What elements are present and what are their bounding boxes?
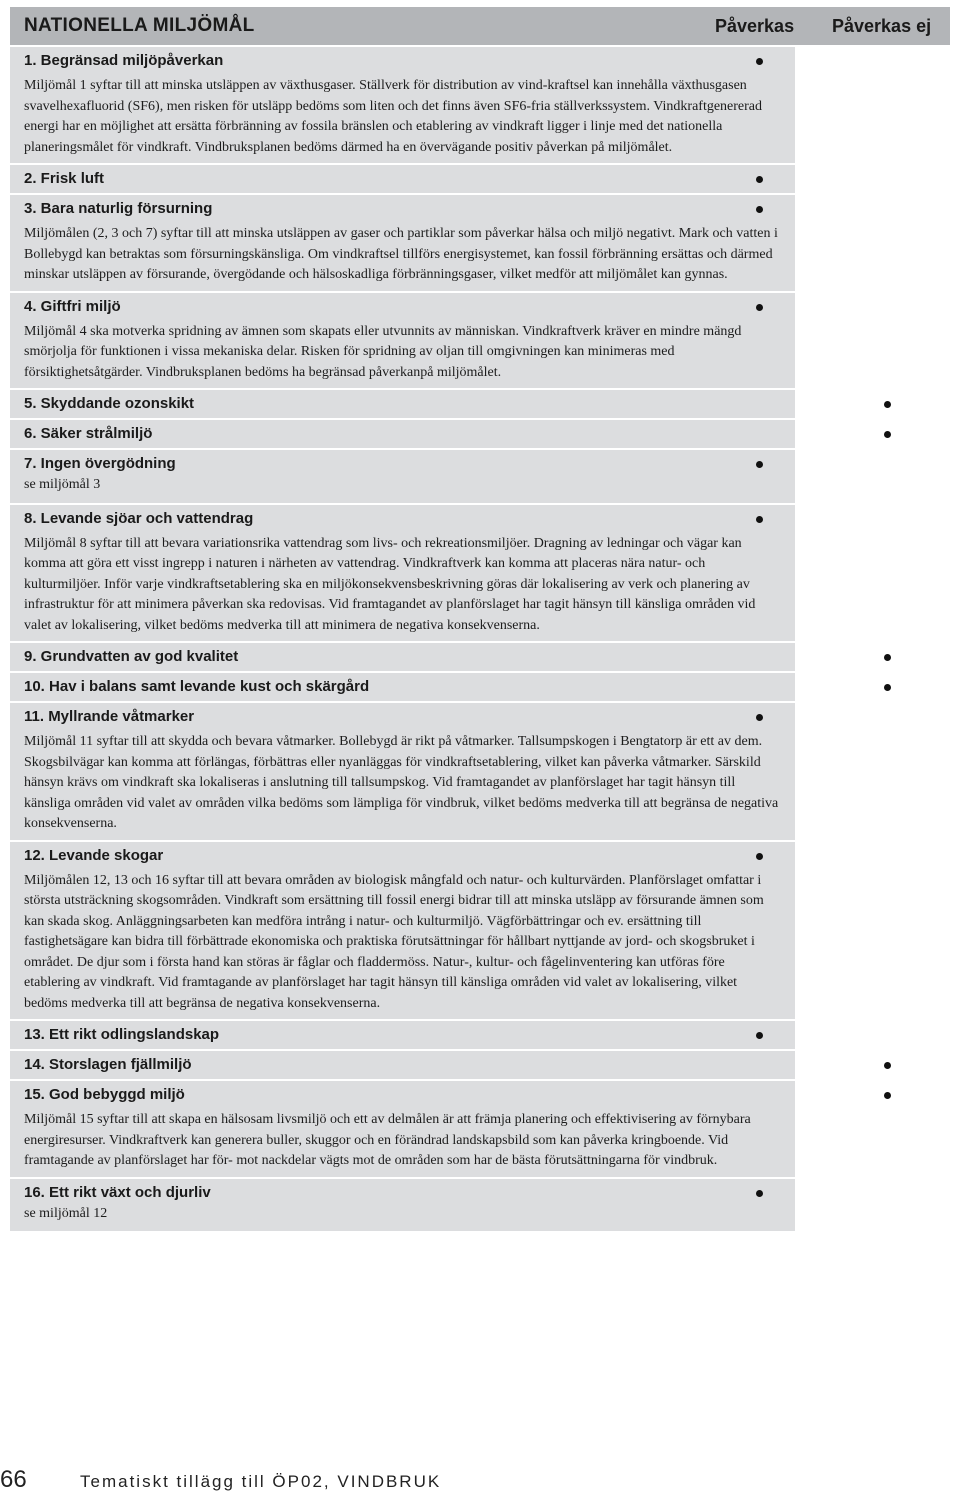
goal-cell [10, 673, 795, 701]
goal-row [10, 1021, 950, 1049]
goal-row [10, 293, 950, 389]
goal-cell [10, 703, 795, 840]
not-impacts-column-cell [805, 1179, 950, 1232]
not-impacts-column-cell [805, 1051, 950, 1079]
not-impacts-column-cell [805, 842, 950, 1020]
not-impacts-column-cell [805, 673, 950, 701]
impacts-marker [756, 516, 763, 523]
goal-description: Miljömål 15 syftar till att skapa en hälsosam livsmiljö och ett av delmålen är att främja planering och effektivisering av förnybara energiresurser. Vindkraftverk kan generera buller, skuggor och en förändrad landskapsbild som kan påverka kringboende. Vid framtagande av planförslaget har för- mot nackdelar vägts mot de områden som har de bästa förutsättningarna för vindbruk. [24, 1112, 751, 1168]
goal-cell [10, 505, 795, 642]
impacts-marker [756, 1032, 763, 1039]
goal-title: 6. Säker strålmiljö [24, 425, 153, 442]
page-footer [0, 1466, 960, 1494]
goal-row [10, 165, 950, 193]
not-impacts-marker [884, 431, 891, 438]
goal-description: Miljömålen 12, 13 och 16 syftar till att bevara områden av biologisk mångfald och natur- och kulturvärden. Planförslaget omfattar i största utsträckning skogsområden. Vindkraft som ersättning till fossil energi bidrar till att minska utsläpp av försurande ämnen som kan skada skog. Anläggningsarbeten kan medföra intrång i natur- och kulturmiljö. Vägförbättringar och ev. ersättning till fastighetsägare kan bidra till förbättrade ekonomiska och praktiska förutsättningar för hållbart nyttjande av jord- och skogsbruket i området. De djur som i första hand kan störas är fåglar och fladdermöss. Natur-, kultur- och fågelinventering kan utföras före etablering av vindkraft. Vid framtagande av planförslaget har tagit hänsyn till känsliga områden vid valet av lokalisering, vilket bedöms medverka till att begränsa de negativa konsekvenserna. [24, 872, 764, 1011]
not-impacts-column-cell [805, 505, 950, 642]
goal-title: 14. Storslagen fjällmiljö [24, 1056, 192, 1073]
not-impacts-column-cell [805, 165, 950, 193]
goal-title: 9. Grundvatten av god kvalitet [24, 648, 239, 665]
goal-title: 7. Ingen övergödning [24, 455, 176, 472]
not-impacts-column-cell [805, 390, 950, 418]
goal-title: 12. Levande skogar [24, 846, 164, 864]
environmental-goals-table [10, 7, 950, 1231]
goal-title: 8. Levande sjöar och vattendrag [24, 509, 254, 527]
document-title: Tematiskt tillägg till ÖP02, VINDBRUK [80, 1472, 442, 1491]
goal-row [10, 47, 950, 163]
goal-title: 4. Giftfri miljö [24, 297, 121, 315]
impacts-marker [756, 461, 763, 468]
goal-cell [10, 1051, 795, 1079]
page-number: 66 [0, 1466, 27, 1493]
goal-row [10, 1081, 950, 1177]
not-impacts-column-cell [805, 195, 950, 291]
not-impacts-marker [884, 1092, 891, 1099]
not-impacts-marker [884, 684, 891, 691]
not-impacts-column-cell [805, 293, 950, 389]
goal-row [10, 420, 950, 448]
goal-cell [10, 293, 795, 389]
not-impacts-column-cell [805, 1081, 950, 1177]
goal-cell [10, 643, 795, 671]
goal-title: 16. Ett rikt växt och djurliv [24, 1183, 211, 1201]
goal-title: 10. Hav i balans samt levande kust och skärgård [24, 678, 370, 695]
goal-description: Miljömål 4 ska motverka spridning av ämnen som skapats eller utvunnits av människan. Vindkraftverk kräver en mindre mängd smörjolja för funktionen i vissa mekaniska delar. Risken för spridning av oljan till omgivningen kan minimeras med försiktighetsåtgärder. Vindbruksplanen bedöms ha begränsad påverkanpå miljömålet. [24, 323, 742, 380]
not-impacts-column-cell [805, 643, 950, 671]
goal-description: Miljömål 1 syftar till att minska utsläppen av växthusgaser. Ställverk för distribution av vind-kraftsel kan innehålla växthusgasen svavelhexafluorid (SF6), men risken för utsläpp bedöms som liten och det finns även SF6-fria ställverkssystem. Vindkraftgenererad energi har en möjlighet att ersätta förbränning av fossila bränslen och etablering av vindkraft ligger i linje med det nationella planeringsmålet för vindkraft. Vindbruksplanen bedöms därmed ha en övervägande positiv påverkan på miljömålet. [24, 78, 763, 155]
goal-description: se miljömål 12 [24, 1205, 108, 1221]
goal-title: 13. Ett rikt odlingslandskap [24, 1026, 220, 1043]
goal-title: 11. Myllrande våtmarker [24, 708, 195, 725]
goal-title: 5. Skyddande ozonskikt [24, 395, 195, 412]
goal-cell [10, 420, 795, 448]
goal-cell [10, 1179, 795, 1232]
not-impacts-marker [884, 401, 891, 408]
impacts-marker [756, 714, 763, 721]
impacts-marker [756, 1190, 763, 1197]
goal-row [10, 703, 950, 840]
goal-cell [10, 165, 795, 193]
goal-description: Miljömålen (2, 3 och 7) syftar till att minska utsläppen av gaser och partiklar som påverkar hälsa och miljö negativt. Mark och vatten i Bollebygd kan betraktas som försurningskänsliga. Om vindkraftsel tillförs energisystemet, kan fossil förbränning ersättas och därmed minskar utsläppen av försurande, övergödande och hälsoskadliga förbränningsgaser, vilket medför att miljömålet kan gynnas. [24, 226, 778, 282]
impacts-marker [756, 304, 763, 311]
goal-cell [10, 1081, 795, 1177]
table-title: NATIONELLA MILJÖMÅL [24, 15, 255, 36]
not-impacts-column-cell [805, 420, 950, 448]
not-impacts-column-cell [805, 1021, 950, 1049]
goal-cell [10, 1021, 795, 1049]
column-header-not-impacts: Påverkas ej [832, 16, 932, 36]
not-impacts-marker [884, 1062, 891, 1069]
goal-cell [10, 47, 795, 163]
not-impacts-column-cell [805, 450, 950, 503]
goal-row [10, 643, 950, 671]
goal-row [10, 390, 950, 418]
goal-row [10, 195, 950, 291]
column-header-impacts: Påverkas [715, 16, 795, 36]
goal-title: 15. God bebyggd miljö [24, 1086, 185, 1103]
impacts-marker [756, 176, 763, 183]
goal-title: 2. Frisk luft [24, 170, 105, 187]
not-impacts-column-cell [805, 703, 950, 840]
goal-description: Miljömål 11 syftar till att skydda och bevara våtmarker. Bollebygd är rikt på våtmarker. Tallsumpskogen i Bengtatorp är ett av dem. Skogsbilvägar kan komma att förlängas, förbättras eller nyanläggas för vindkraftsetablering, vilket kan påverka våtmarker. Särskild hänsyn krävs om vindkraft ska lokaliseras i anslutning till tallsumpskog. Vid framtagandet av planförslaget har tagit hänsyn till känsliga områden vid valet av områden vilka bedöms som lämpliga för vindbruk, vilket bedöms medverka till att begränsa de negativa konsekvenserna. [24, 734, 779, 831]
not-impacts-column-cell [805, 47, 950, 163]
goal-row [10, 450, 950, 503]
impacts-marker [756, 853, 763, 860]
goal-cell [10, 450, 795, 503]
goal-row [10, 842, 950, 1020]
table-header [10, 7, 950, 45]
goal-cell [10, 842, 795, 1020]
goals-list [10, 45, 950, 1231]
goal-row [10, 673, 950, 701]
goal-description: se miljömål 3 [24, 477, 101, 492]
impacts-marker [756, 58, 763, 65]
goal-title: 3. Bara naturlig försurning [24, 200, 213, 217]
goal-cell [10, 195, 795, 291]
goal-description: Miljömål 8 syftar till att bevara variationsrika vattendrag som livs- och rekreationsmiljöer. Dragning av ledningar och vägar kan komma att göra ett visst ingrepp i naturen i närheten av vattendrag. Vindkraftverk kan komma att placeras nära natur- och kulturmiljöer. Inför varje vindkraftsetablering ska en miljökonsekvensbeskrivning göras där lokalisering av verk och planering av infrastruktur för att minimera påverkan ska redovisas. Vid framtagandet av planförslaget har tagit hänsyn till känsliga områden vid valet av lokalisering, vilket bedöms medverka till att minimera de negativa konsekvenserna. [24, 535, 756, 633]
goal-title: 1. Begränsad miljöpåverkan [24, 52, 224, 69]
not-impacts-marker [884, 654, 891, 661]
goal-row [10, 1179, 950, 1232]
goal-row [10, 505, 950, 642]
goal-cell [10, 390, 795, 418]
impacts-marker [756, 206, 763, 213]
goal-row [10, 1051, 950, 1079]
